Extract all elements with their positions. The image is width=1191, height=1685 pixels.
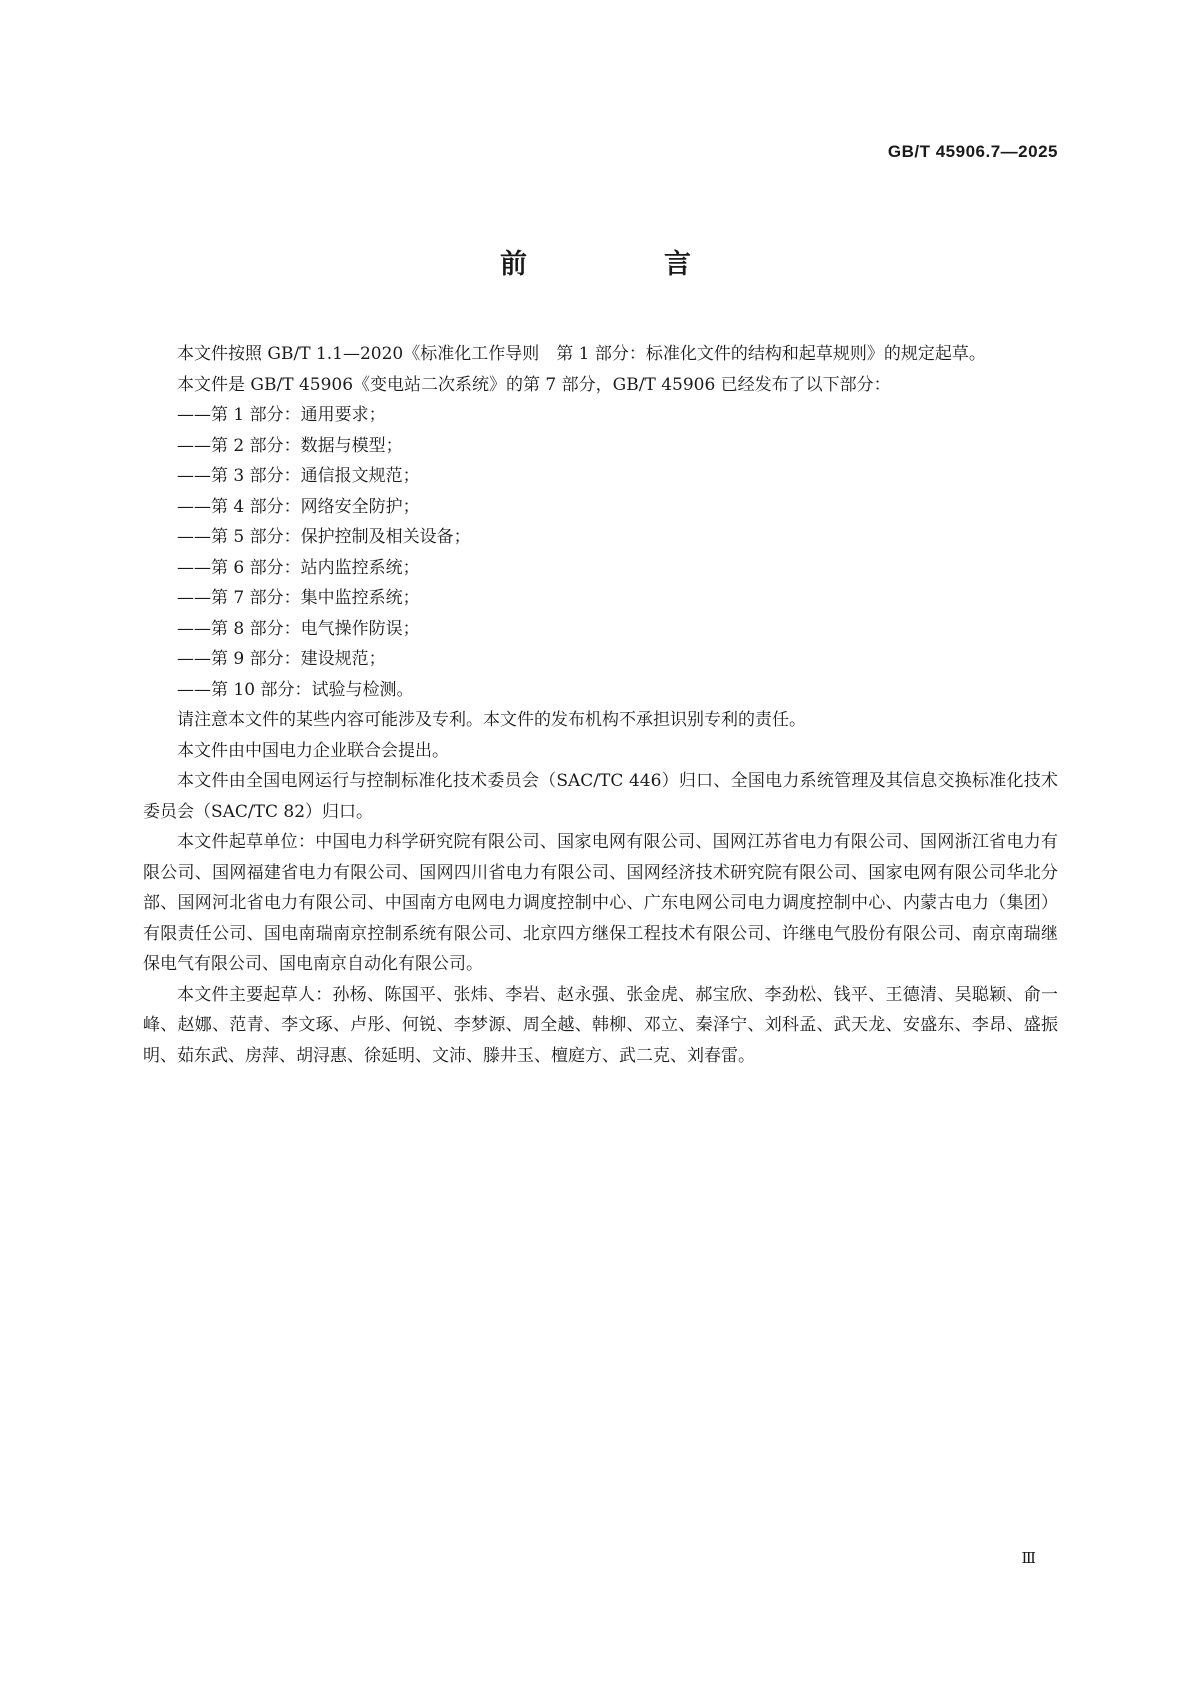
list-item: ——第 8 部分：电气操作防误； [177, 618, 420, 639]
paragraph-drafting-units: 本文件起草单位：中国电力科学研究院有限公司、国家电网有限公司、国网江苏省电力有限公司、国网浙江省电力有限公司、国网福建省电力有限公司、国网四川省电力有限公司、国网经济技术研究院有限公司、国家电网有限公司华北分部、国网河北省电力有限公司、中国南方电网电力调度控制中心、广东电网公司电力调度控制中心、内蒙古电力（集团）有限责任公司、国电南瑞南京控制系统有限公司、北京四方继保工程技术有限公司、许继电气股份有限公司、南京南瑞继保电气有限公司、国电南京自动化有限公司。 [143, 832, 1058, 974]
list-item: ——第 6 部分：站内监控系统； [177, 557, 420, 578]
document-body [143, 339, 1058, 1071]
paragraph-committee: 本文件由全国电网运行与控制标准化技术委员会（SAC/TC 446）归口、全国电力系统管理及其信息交换标准化技术委员会（SAC/TC 82）归口。 [143, 771, 1058, 822]
list-item: ——第 2 部分：数据与模型； [177, 435, 403, 456]
paragraph-part-info: 本文件是 GB/T 45906《变电站二次系统》的第 7 部分，GB/T 45906 已经发布了以下部分： [177, 374, 891, 395]
list-item: ——第 5 部分：保护控制及相关设备； [177, 527, 471, 547]
paragraph-proposer: 本文件由中国电力企业联合会提出。 [177, 740, 449, 761]
list-item: ——第 4 部分：网络安全防护； [177, 496, 420, 517]
standard-number: GB/T 45906.7—2025 [887, 142, 1058, 161]
list-item: ——第 10 部分：试验与检测。 [177, 679, 414, 700]
list-item: ——第 3 部分：通信报文规范； [177, 466, 420, 486]
paragraph-drafters: 本文件主要起草人：孙杨、陈国平、张炜、李岩、赵永强、张金虎、郝宝欣、李劲松、钱平、王德清、吴聪颖、俞一峰、赵娜、范青、李文琢、卢彤、何锐、李梦源、周全越、韩柳、邓立、秦泽宁、刘科孟、武天龙、安盛东、李昂、盛振明、茹东武、房萍、胡浔惠、徐延明、文沛、滕井玉、檀庭方、武二克、刘春雷。 [143, 984, 1058, 1066]
list-item: ——第 9 部分：建设规范； [177, 649, 386, 669]
list-item: ——第 1 部分：通用要求； [177, 405, 386, 425]
page-number: Ⅲ [1021, 1549, 1036, 1567]
paragraph-drafting-rules: 本文件按照 GB/T 1.1—2020《标准化工作导则 第 1 部分：标准化文件的结构和起草规则》的规定起草。 [177, 344, 986, 364]
page-title: 前 言 [500, 249, 746, 280]
list-item: ——第 7 部分：集中监控系统； [177, 588, 420, 608]
paragraph-patent-notice: 请注意本文件的某些内容可能涉及专利。本文件的发布机构不承担识别专利的责任。 [177, 710, 806, 730]
